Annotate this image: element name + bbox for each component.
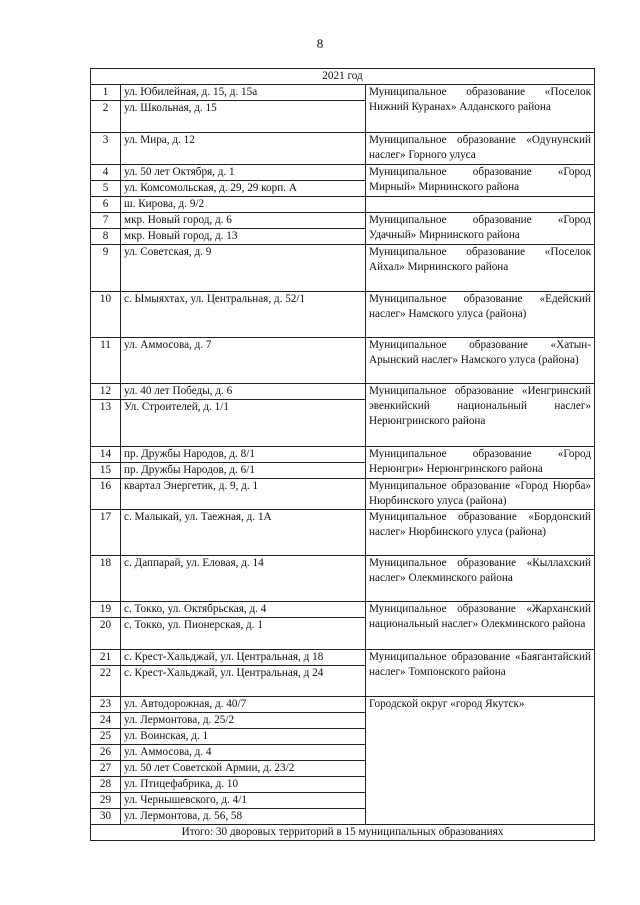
row-number: 6 xyxy=(91,197,121,213)
address-cell: ул. Школьная, д. 15 xyxy=(121,101,366,133)
table-row xyxy=(91,602,595,618)
row-number: 14 xyxy=(91,447,121,463)
table-row xyxy=(91,197,595,213)
address-cell: ул. Лермонтова, д. 25/2 xyxy=(121,713,366,729)
municipality-cell: Муниципальное образование «Едейский наслег» Намского улуса (района) xyxy=(366,292,595,338)
municipality-cell: Городской округ «город Якутск» xyxy=(366,697,595,825)
total-row xyxy=(91,825,595,841)
yard-territories-table xyxy=(90,68,595,841)
row-number: 17 xyxy=(91,510,121,556)
row-number: 23 xyxy=(91,697,121,713)
row-number: 29 xyxy=(91,793,121,809)
municipality-cell: Муниципальное образование «Поселок Нижний Куранах» Алданского района xyxy=(366,85,595,133)
row-number: 19 xyxy=(91,602,121,618)
address-cell: мкр. Новый город, д. 6 xyxy=(121,213,366,229)
page-number: 8 xyxy=(316,36,324,51)
municipality-cell: Муниципальное образование «Жарханский национальный наслег» Олекминского района xyxy=(366,602,595,650)
table-row xyxy=(91,479,595,510)
row-number: 21 xyxy=(91,650,121,666)
address-cell: ул. Комсомольская, д. 29, 29 корп. А xyxy=(121,181,366,197)
table-row xyxy=(91,292,595,338)
table-row xyxy=(91,338,595,384)
row-number: 5 xyxy=(91,181,121,197)
total-text: Итого: 30 дворовых территорий в 15 муниципальных образованиях xyxy=(91,825,595,841)
municipality-cell-empty xyxy=(366,197,595,213)
address-cell: с. Токко, ул. Октябрьская, д. 4 xyxy=(121,602,366,618)
address-cell: пр. Дружбы Народов, д. 8/1 xyxy=(121,447,366,463)
row-number: 15 xyxy=(91,463,121,479)
row-number: 18 xyxy=(91,556,121,602)
table-row xyxy=(91,697,595,713)
address-cell: ул. 50 лет Советской Армии, д. 23/2 xyxy=(121,761,366,777)
row-number: 27 xyxy=(91,761,121,777)
address-cell: ул. 50 лет Октября, д. 1 xyxy=(121,165,366,181)
row-number: 22 xyxy=(91,666,121,697)
municipality-cell: Муниципальное образование «Город Нюрба» Нюрбинского улуса (района) xyxy=(366,479,595,510)
address-cell: мкр. Новый город, д. 13 xyxy=(121,229,366,245)
municipality-cell: Муниципальное образование «Поселок Айхал» Мирнинского района xyxy=(366,245,595,292)
address-cell: с. Токко, ул. Пионерская, д. 1 xyxy=(121,618,366,650)
address-cell: ул. Аммосова, д. 7 xyxy=(121,338,366,384)
row-number: 9 xyxy=(91,245,121,292)
address-cell: ш. Кирова, д. 9/2 xyxy=(121,197,366,213)
table-row xyxy=(91,245,595,292)
row-number: 26 xyxy=(91,745,121,761)
municipality-cell: Муниципальное образование «Город Удачный» Мирнинского района xyxy=(366,213,595,245)
row-number: 8 xyxy=(91,229,121,245)
address-cell: с. Крест-Хальджай, ул. Центральная, д 24 xyxy=(121,666,366,697)
address-cell: ул. Лермонтова, д. 56, 58 xyxy=(121,809,366,825)
row-number: 1 xyxy=(91,85,121,101)
row-number: 30 xyxy=(91,809,121,825)
address-cell: с. Малыкай, ул. Таежная, д. 1А xyxy=(121,510,366,556)
address-cell: ул. Мира, д. 12 xyxy=(121,133,366,165)
address-cell: ул. 40 лет Победы, д. 6 xyxy=(121,384,366,400)
row-number: 13 xyxy=(91,400,121,447)
address-cell: ул. Советская, д. 9 xyxy=(121,245,366,292)
table-row xyxy=(91,213,595,229)
address-cell: ул. Юбилейная, д. 15, д. 15а xyxy=(121,85,366,101)
row-number: 11 xyxy=(91,338,121,384)
address-cell: ул. Воинская, д. 1 xyxy=(121,729,366,745)
address-cell: с. Даппарай, ул. Еловая, д. 14 xyxy=(121,556,366,602)
municipality-cell: Муниципальное образование «Город Мирный» Мирнинского района xyxy=(366,165,595,197)
row-number: 25 xyxy=(91,729,121,745)
address-cell: ул. Птицефабрика, д. 10 xyxy=(121,777,366,793)
row-number: 24 xyxy=(91,713,121,729)
row-number: 2 xyxy=(91,101,121,133)
row-number: 20 xyxy=(91,618,121,650)
address-cell: пр. Дружбы Народов, д. 6/1 xyxy=(121,463,366,479)
table-row xyxy=(91,556,595,602)
row-number: 16 xyxy=(91,479,121,510)
municipality-cell: Муниципальное образование «Кыллахский наслег» Олекминского района xyxy=(366,556,595,602)
municipality-cell: Муниципальное образование «Иенгринский эвенкийский национальный наслег» Нерюнгринского района xyxy=(366,384,595,447)
table-row xyxy=(91,85,595,101)
address-cell: ул. Чернышевского, д. 4/1 xyxy=(121,793,366,809)
table-row xyxy=(91,133,595,165)
table-row xyxy=(91,384,595,400)
municipality-cell: Муниципальное образование «Баягантайский наслег» Томпонского района xyxy=(366,650,595,697)
address-cell: Ул. Строителей, д. 1/1 xyxy=(121,400,366,447)
municipality-cell: Муниципальное образование «Одунунский наслег» Горного улуса xyxy=(366,133,595,165)
address-cell: квартал Энергетик, д. 9, д. 1 xyxy=(121,479,366,510)
row-number: 28 xyxy=(91,777,121,793)
address-cell: с. Ымыяхтах, ул. Центральная, д. 52/1 xyxy=(121,292,366,338)
row-number: 3 xyxy=(91,133,121,165)
address-cell: ул. Автодорожная, д. 40/7 xyxy=(121,697,366,713)
year-header-row xyxy=(91,69,595,85)
row-number: 4 xyxy=(91,165,121,181)
table-row xyxy=(91,165,595,181)
table-row xyxy=(91,510,595,556)
year-header: 2021 год xyxy=(91,69,595,85)
address-cell: ул. Аммосова, д. 4 xyxy=(121,745,366,761)
municipality-cell: Муниципальное образование «Бордонский наслег» Нюрбинского улуса (района) xyxy=(366,510,595,556)
row-number: 7 xyxy=(91,213,121,229)
municipality-cell: Муниципальное образование «Город Нерюнгри» Нерюнгринского района xyxy=(366,447,595,479)
table-row xyxy=(91,447,595,463)
table-row xyxy=(91,650,595,666)
address-cell: с. Крест-Хальджай, ул. Центральная, д 18 xyxy=(121,650,366,666)
row-number: 10 xyxy=(91,292,121,338)
municipality-cell: Муниципальное образование «Хатын-Арынский наслег» Намского улуса (района) xyxy=(366,338,595,384)
row-number: 12 xyxy=(91,384,121,400)
